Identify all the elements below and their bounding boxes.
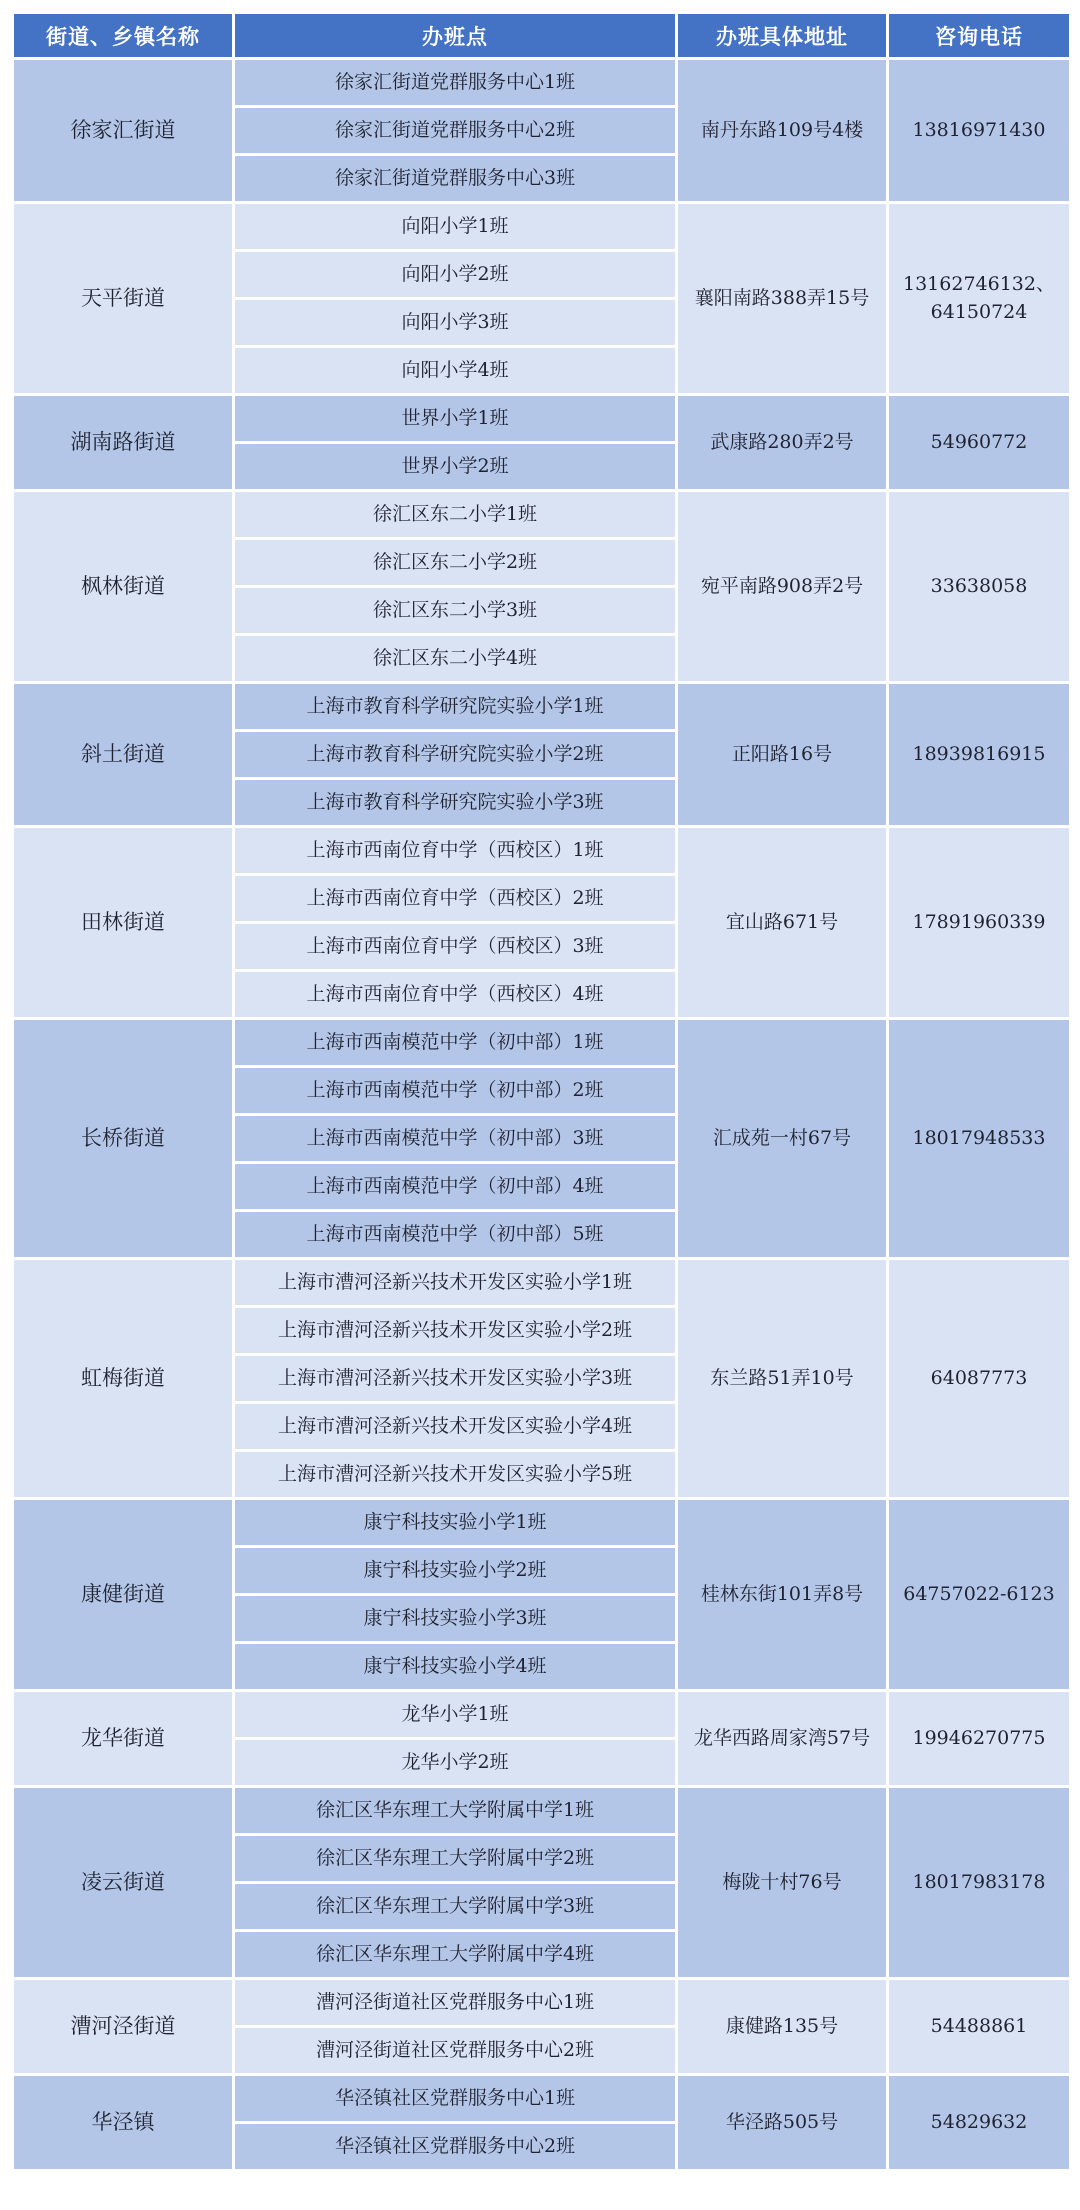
table-row: [14, 1788, 1069, 1833]
table-row: [14, 2076, 1069, 2121]
class-site-cell: 康宁科技实验小学3班: [235, 1596, 675, 1641]
town-name-cell: 虹梅街道: [14, 1260, 232, 1497]
class-site-cell: 上海市西南位育中学（西校区）3班: [235, 924, 675, 969]
address-cell: 南丹东路109号4楼: [678, 60, 886, 201]
town-name-cell: 华泾镇: [14, 2076, 232, 2169]
header-site: 办班点: [235, 14, 675, 57]
table-row: [14, 684, 1069, 729]
header-address: 办班具体地址: [678, 14, 886, 57]
address-cell: 宛平南路908弄2号: [678, 492, 886, 681]
table-row: [14, 492, 1069, 537]
class-site-cell: 徐汇区华东理工大学附属中学3班: [235, 1884, 675, 1929]
address-cell: 龙华西路周家湾57号: [678, 1692, 886, 1785]
class-site-cell: 徐汇区华东理工大学附属中学1班: [235, 1788, 675, 1833]
class-site-cell: 漕河泾街道社区党群服务中心2班: [235, 2028, 675, 2073]
phone-cell: 18017948533: [889, 1020, 1069, 1257]
class-site-cell: 上海市教育科学研究院实验小学3班: [235, 780, 675, 825]
header-phone: 咨询电话: [889, 14, 1069, 57]
class-site-cell: 龙华小学2班: [235, 1740, 675, 1785]
town-name-cell: 湖南路街道: [14, 396, 232, 489]
class-site-cell: 徐汇区东二小学3班: [235, 588, 675, 633]
header-town: 街道、乡镇名称: [14, 14, 232, 57]
class-site-cell: 上海市漕河泾新兴技术开发区实验小学5班: [235, 1452, 675, 1497]
table-row: [14, 60, 1069, 105]
class-site-cell: 上海市西南位育中学（西校区）2班: [235, 876, 675, 921]
table-row: [14, 1980, 1069, 2025]
phone-cell: 18017983178: [889, 1788, 1069, 1977]
class-site-cell: 向阳小学3班: [235, 300, 675, 345]
class-site-cell: 徐家汇街道党群服务中心3班: [235, 156, 675, 201]
class-site-cell: 向阳小学1班: [235, 204, 675, 249]
class-site-cell: 上海市漕河泾新兴技术开发区实验小学1班: [235, 1260, 675, 1305]
class-site-cell: 徐家汇街道党群服务中心2班: [235, 108, 675, 153]
class-site-cell: 上海市西南位育中学（西校区）4班: [235, 972, 675, 1017]
table-row: [14, 1020, 1069, 1065]
address-cell: 襄阳南路388弄15号: [678, 204, 886, 393]
town-name-cell: 康健街道: [14, 1500, 232, 1689]
class-site-cell: 世界小学2班: [235, 444, 675, 489]
class-site-cell: 上海市西南模范中学（初中部）5班: [235, 1212, 675, 1257]
class-site-cell: 康宁科技实验小学4班: [235, 1644, 675, 1689]
class-site-cell: 上海市西南位育中学（西校区）1班: [235, 828, 675, 873]
phone-cell: 18939816915: [889, 684, 1069, 825]
address-cell: 东兰路51弄10号: [678, 1260, 886, 1497]
class-site-cell: 向阳小学2班: [235, 252, 675, 297]
phone-cell: 54829632: [889, 2076, 1069, 2169]
class-site-cell: 上海市漕河泾新兴技术开发区实验小学4班: [235, 1404, 675, 1449]
class-site-cell: 康宁科技实验小学1班: [235, 1500, 675, 1545]
class-site-cell: 徐汇区华东理工大学附属中学2班: [235, 1836, 675, 1881]
table-row: [14, 204, 1069, 249]
class-site-cell: 龙华小学1班: [235, 1692, 675, 1737]
class-schedule-table-container: [11, 11, 1069, 2172]
town-name-cell: 漕河泾街道: [14, 1980, 232, 2073]
town-name-cell: 龙华街道: [14, 1692, 232, 1785]
town-name-cell: 田林街道: [14, 828, 232, 1017]
class-site-cell: 徐汇区东二小学4班: [235, 636, 675, 681]
class-site-cell: 向阳小学4班: [235, 348, 675, 393]
phone-cell: 13816971430: [889, 60, 1069, 201]
table-row: [14, 828, 1069, 873]
phone-cell: 19946270775: [889, 1692, 1069, 1785]
town-name-cell: 枫林街道: [14, 492, 232, 681]
table-row: [14, 396, 1069, 441]
phone-cell: 64757022-6123: [889, 1500, 1069, 1689]
class-site-cell: 徐汇区东二小学2班: [235, 540, 675, 585]
class-site-cell: 上海市漕河泾新兴技术开发区实验小学3班: [235, 1356, 675, 1401]
table-row: [14, 1692, 1069, 1737]
table-row: [14, 1500, 1069, 1545]
class-site-cell: 上海市西南模范中学（初中部）4班: [235, 1164, 675, 1209]
class-schedule-table: [11, 11, 1072, 2172]
phone-cell: 54960772: [889, 396, 1069, 489]
address-cell: 武康路280弄2号: [678, 396, 886, 489]
class-site-cell: 上海市西南模范中学（初中部）1班: [235, 1020, 675, 1065]
phone-cell: 54488861: [889, 1980, 1069, 2073]
class-site-cell: 世界小学1班: [235, 396, 675, 441]
class-site-cell: 上海市教育科学研究院实验小学2班: [235, 732, 675, 777]
class-site-cell: 康宁科技实验小学2班: [235, 1548, 675, 1593]
class-site-cell: 上海市西南模范中学（初中部）2班: [235, 1068, 675, 1113]
phone-cell: 13162746132、64150724: [889, 204, 1069, 393]
address-cell: 正阳路16号: [678, 684, 886, 825]
phone-cell: 17891960339: [889, 828, 1069, 1017]
class-site-cell: 徐汇区华东理工大学附属中学4班: [235, 1932, 675, 1977]
table-header-row: [14, 14, 1069, 57]
town-name-cell: 天平街道: [14, 204, 232, 393]
address-cell: 华泾路505号: [678, 2076, 886, 2169]
class-site-cell: 漕河泾街道社区党群服务中心1班: [235, 1980, 675, 2025]
table-body: [14, 60, 1069, 2169]
class-site-cell: 华泾镇社区党群服务中心1班: [235, 2076, 675, 2121]
address-cell: 梅陇十村76号: [678, 1788, 886, 1977]
class-site-cell: 上海市漕河泾新兴技术开发区实验小学2班: [235, 1308, 675, 1353]
class-site-cell: 徐汇区东二小学1班: [235, 492, 675, 537]
class-site-cell: 上海市教育科学研究院实验小学1班: [235, 684, 675, 729]
town-name-cell: 斜土街道: [14, 684, 232, 825]
address-cell: 桂林东街101弄8号: [678, 1500, 886, 1689]
town-name-cell: 徐家汇街道: [14, 60, 232, 201]
phone-cell: 64087773: [889, 1260, 1069, 1497]
town-name-cell: 长桥街道: [14, 1020, 232, 1257]
address-cell: 汇成苑一村67号: [678, 1020, 886, 1257]
class-site-cell: 华泾镇社区党群服务中心2班: [235, 2124, 675, 2169]
table-row: [14, 1260, 1069, 1305]
phone-cell: 33638058: [889, 492, 1069, 681]
address-cell: 宜山路671号: [678, 828, 886, 1017]
class-site-cell: 上海市西南模范中学（初中部）3班: [235, 1116, 675, 1161]
town-name-cell: 凌云街道: [14, 1788, 232, 1977]
address-cell: 康健路135号: [678, 1980, 886, 2073]
class-site-cell: 徐家汇街道党群服务中心1班: [235, 60, 675, 105]
